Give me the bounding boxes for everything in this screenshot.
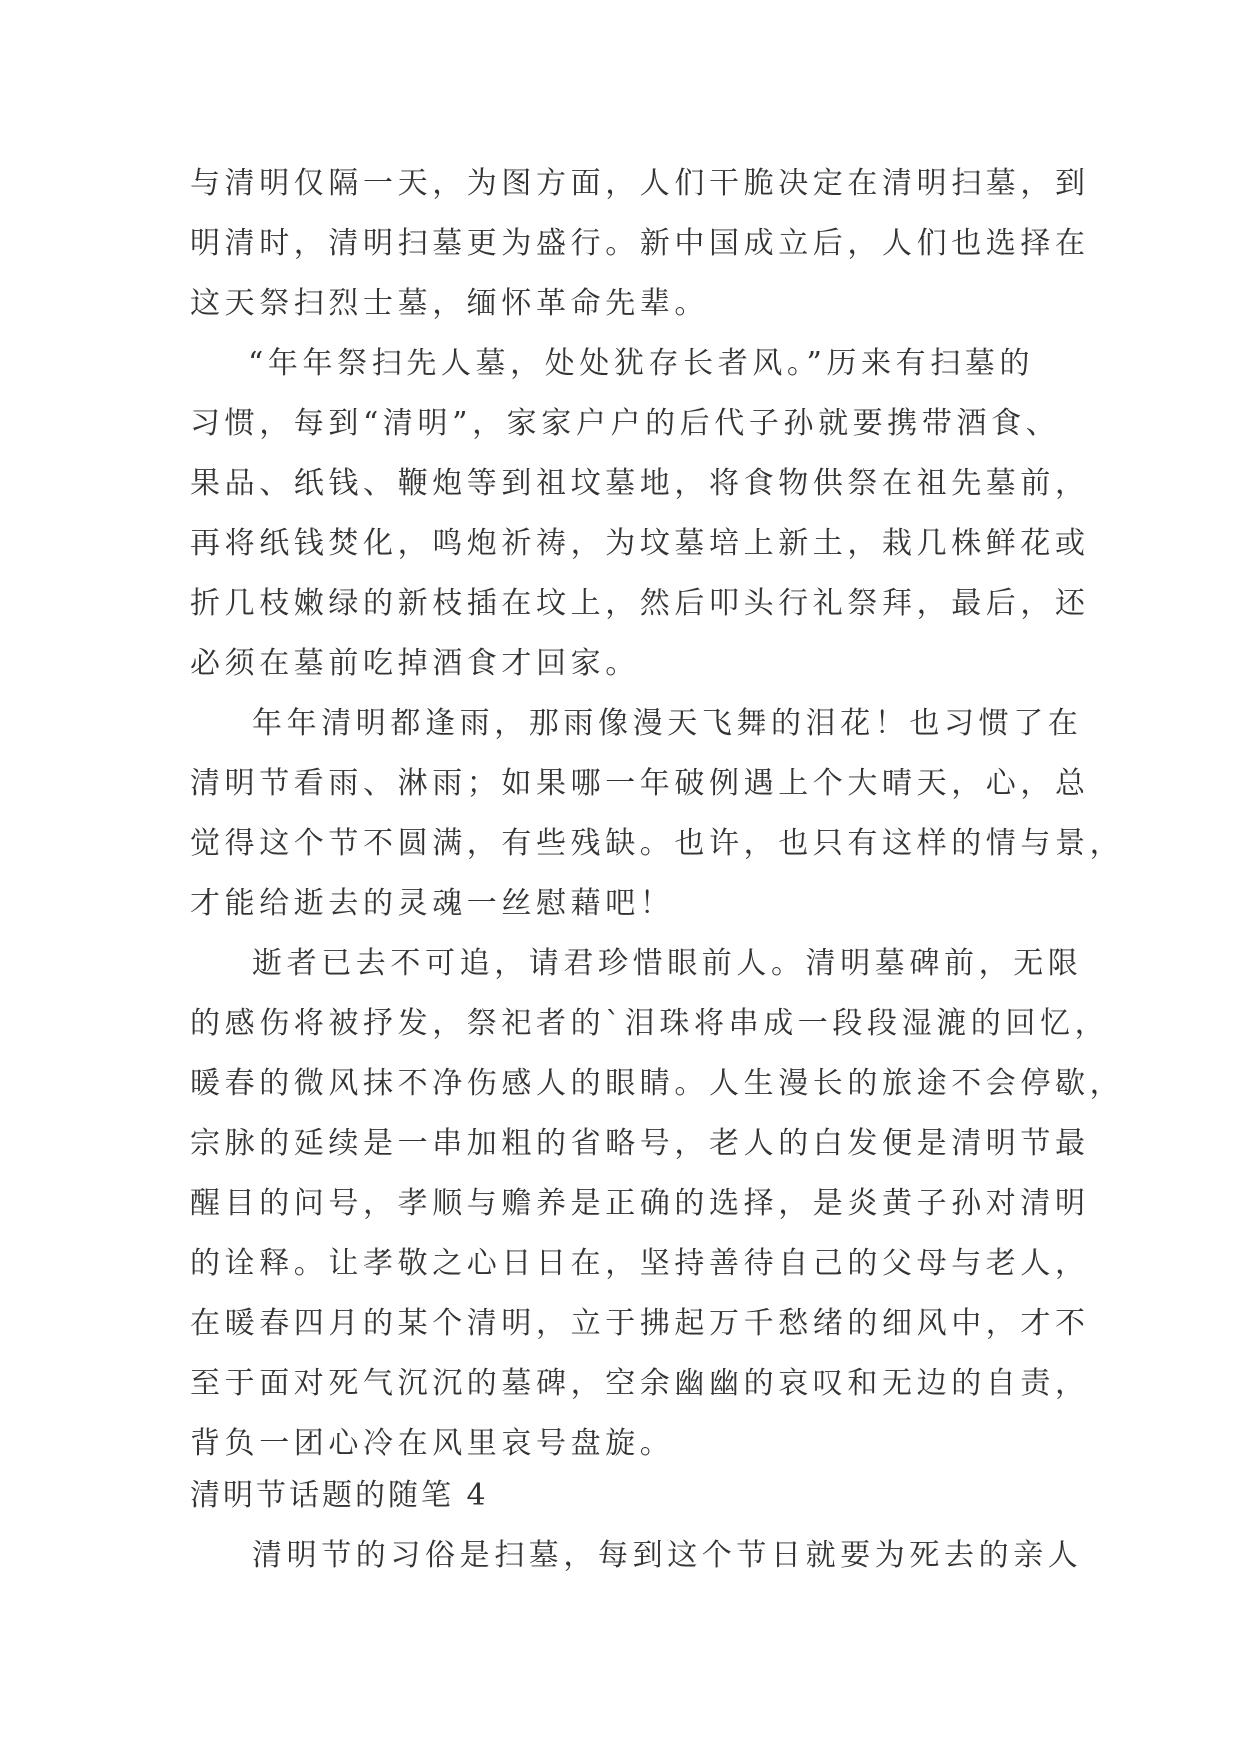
text-line: 在暖春四月的某个清明，立于拂起万千愁绪的细风中，才不 xyxy=(190,1306,1090,1341)
text-line: 这天祭扫烈士墓，缅怀革命先辈。 xyxy=(190,286,709,321)
text-line: 习惯，每到“清明”，家家户户的后代子孙就要携带酒食、 xyxy=(190,406,1061,441)
text-line: 清明节看雨、淋雨；如果哪一年破例遇上个大晴天，心，总 xyxy=(190,766,1090,801)
text-line: 果品、纸钱、鞭炮等到祖坟墓地，将食物供祭在祖先墓前， xyxy=(190,466,1090,501)
text-line: 至于面对死气沉沉的墓碑，空余幽幽的哀叹和无边的自责， xyxy=(190,1366,1090,1401)
text-line: 再将纸钱焚化，鸣炮祈祷，为坟墓培上新土，栽几株鲜花或 xyxy=(190,526,1090,561)
text-line: 觉得这个节不圆满，有些残缺。也许，也只有这样的情与景， xyxy=(190,826,1125,861)
text-line: 必须在墓前吃掉酒食才回家。 xyxy=(190,646,640,681)
text-line: 的感伤将被抒发，祭祀者的`泪珠将串成一段段湿漉的回忆， xyxy=(190,1006,1110,1041)
paragraph-first-line: 年年清明都逢雨，那雨像漫天飞舞的泪花！也习惯了在 xyxy=(252,706,1083,741)
section-heading: 清明节话题的随笔 4 xyxy=(190,1478,489,1513)
text-line: 明清时，清明扫墓更为盛行。新中国成立后，人们也选择在 xyxy=(190,226,1090,261)
paragraph-first-line: “年年祭扫先人墓，处处犹存长者风。”历来有扫墓的 xyxy=(248,346,1035,381)
text-line: 背负一团心冷在风里哀号盘旋。 xyxy=(190,1426,675,1461)
text-line: 才能给逝去的灵魂一丝慰藉吧！ xyxy=(190,886,675,921)
text-line: 宗脉的延续是一串加粗的省略号，老人的白发便是清明节最 xyxy=(190,1126,1090,1161)
paragraph-first-line: 逝者已去不可追，请君珍惜眼前人。清明墓碑前，无限 xyxy=(252,946,1083,981)
text-line: 醒目的问号，孝顺与赡养是正确的选择，是炎黄子孙对清明 xyxy=(190,1186,1090,1221)
text-line: 折几枝嫩绿的新枝插在坟上，然后叩头行礼祭拜，最后，还 xyxy=(190,586,1090,621)
text-line: 暖春的微风抹不净伤感人的眼睛。人生漫长的旅途不会停歇， xyxy=(190,1066,1125,1101)
text-line: 的诠释。让孝敬之心日日在，坚持善待自己的父母与老人， xyxy=(190,1246,1090,1281)
paragraph-first-line: 清明节的习俗是扫墓，每到这个节日就要为死去的亲人 xyxy=(252,1538,1083,1573)
text-line: 与清明仅隔一天，为图方面，人们干脆决定在清明扫墓，到 xyxy=(190,166,1090,201)
